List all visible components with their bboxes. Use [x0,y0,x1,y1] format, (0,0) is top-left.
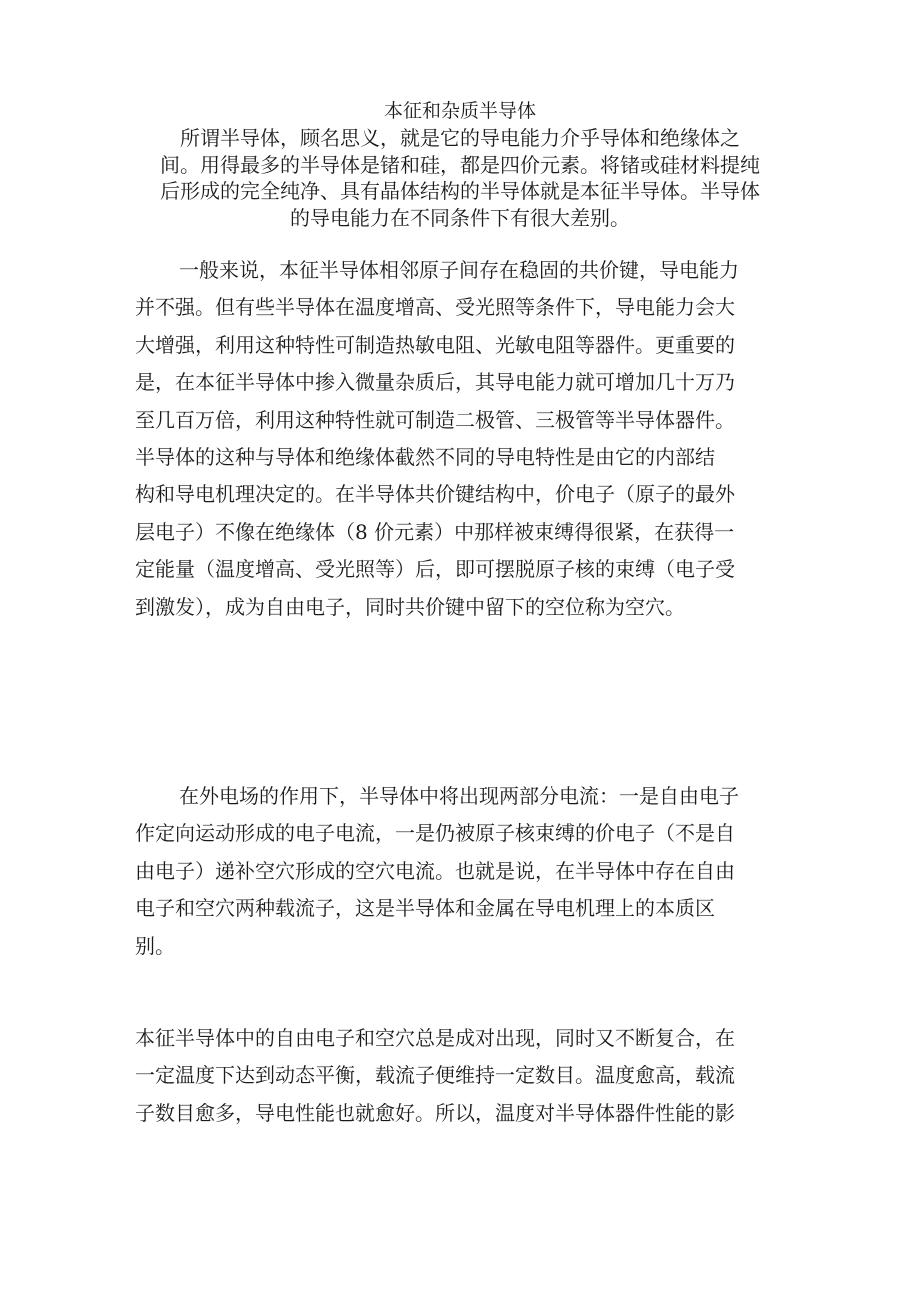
paragraph-line: 电子和空穴两种载流子，这是半导体和金属在导电机理上的本质区 [135,896,715,921]
paragraph-line: 定能量（温度增高、受光照等）后，即可摆脱原子核的束缚（电子受 [135,557,735,582]
paragraph-intrinsic-conductivity [135,252,790,626]
document-title: 本征和杂质半导体 [383,100,536,122]
paragraph-line: 别。 [135,933,175,958]
paragraph-line: 在外电场的作用下，半导体中将出现两部分电流：一是自由电子 [179,784,739,808]
paragraph-line: 作定向运动形成的电子电流，一是仍被原子核束缚的价电子（不是自 [135,821,735,846]
intro-line: 所谓半导体，顾名思义，就是它的导电能力介乎导体和绝缘体之 [180,126,740,150]
paragraph-line: 构和导电机理决定的。在半导体共价键结构中，价电子（原子的最外 [135,482,735,507]
intro-paragraph [130,125,790,231]
intro-line: 的导电能力在不同条件下有很大差别。 [290,205,630,230]
paragraph-line: 是，在本征半导体中掺入微量杂质后，其导电能力就可增加几十万乃 [135,370,735,395]
intro-line: 间。用得最多的半导体是锗和硅，都是四价元素。将锗或硅材料提纯 [160,152,760,177]
paragraph-line: 由电子）递补空穴形成的空穴电流。也就是说，在半导体中存在自由 [135,858,735,883]
paragraph-carrier-equilibrium [135,1020,790,1132]
paragraph-line: 一定温度下达到动态平衡，载流子便维持一定数目。温度愈高，载流 [135,1063,735,1088]
paragraph-electric-field [135,778,790,965]
intro-line: 后形成的完全纯净、具有晶体结构的半导体就是本征半导体。半导体 [160,179,760,203]
paragraph-line: 层电子）不像在绝缘体（8 价元素）中那样被束缚得很紧，在获得一 [135,519,735,544]
paragraph-line: 子数目愈多，导电性能也就愈好。所以，温度对半导体器件性能的影 [135,1100,735,1125]
paragraph-line: 大增强，利用这种特性可制造热敏电阻、光敏电阻等器件。更重要的 [135,332,735,357]
paragraph-line: 到激发），成为自由电子，同时共价键中留下的空位称为空穴。 [135,594,685,619]
paragraph-line: 至几百万倍，利用这种特性就可制造二极管、三极管等半导体器件。 [135,407,735,432]
paragraph-line: 并不强。但有些半导体在温度增高、受光照等条件下，导电能力会大 [135,295,735,320]
paragraph-line: 一般来说，本征半导体相邻原子间存在稳固的共价键，导电能力 [179,258,739,282]
paragraph-line: 半导体的这种与导体和绝缘体截然不同的导电特性是由它的内部结 [135,445,715,470]
paragraph-line: 本征半导体中的自由电子和空穴总是成对出现，同时又不断复合，在 [135,1026,735,1050]
